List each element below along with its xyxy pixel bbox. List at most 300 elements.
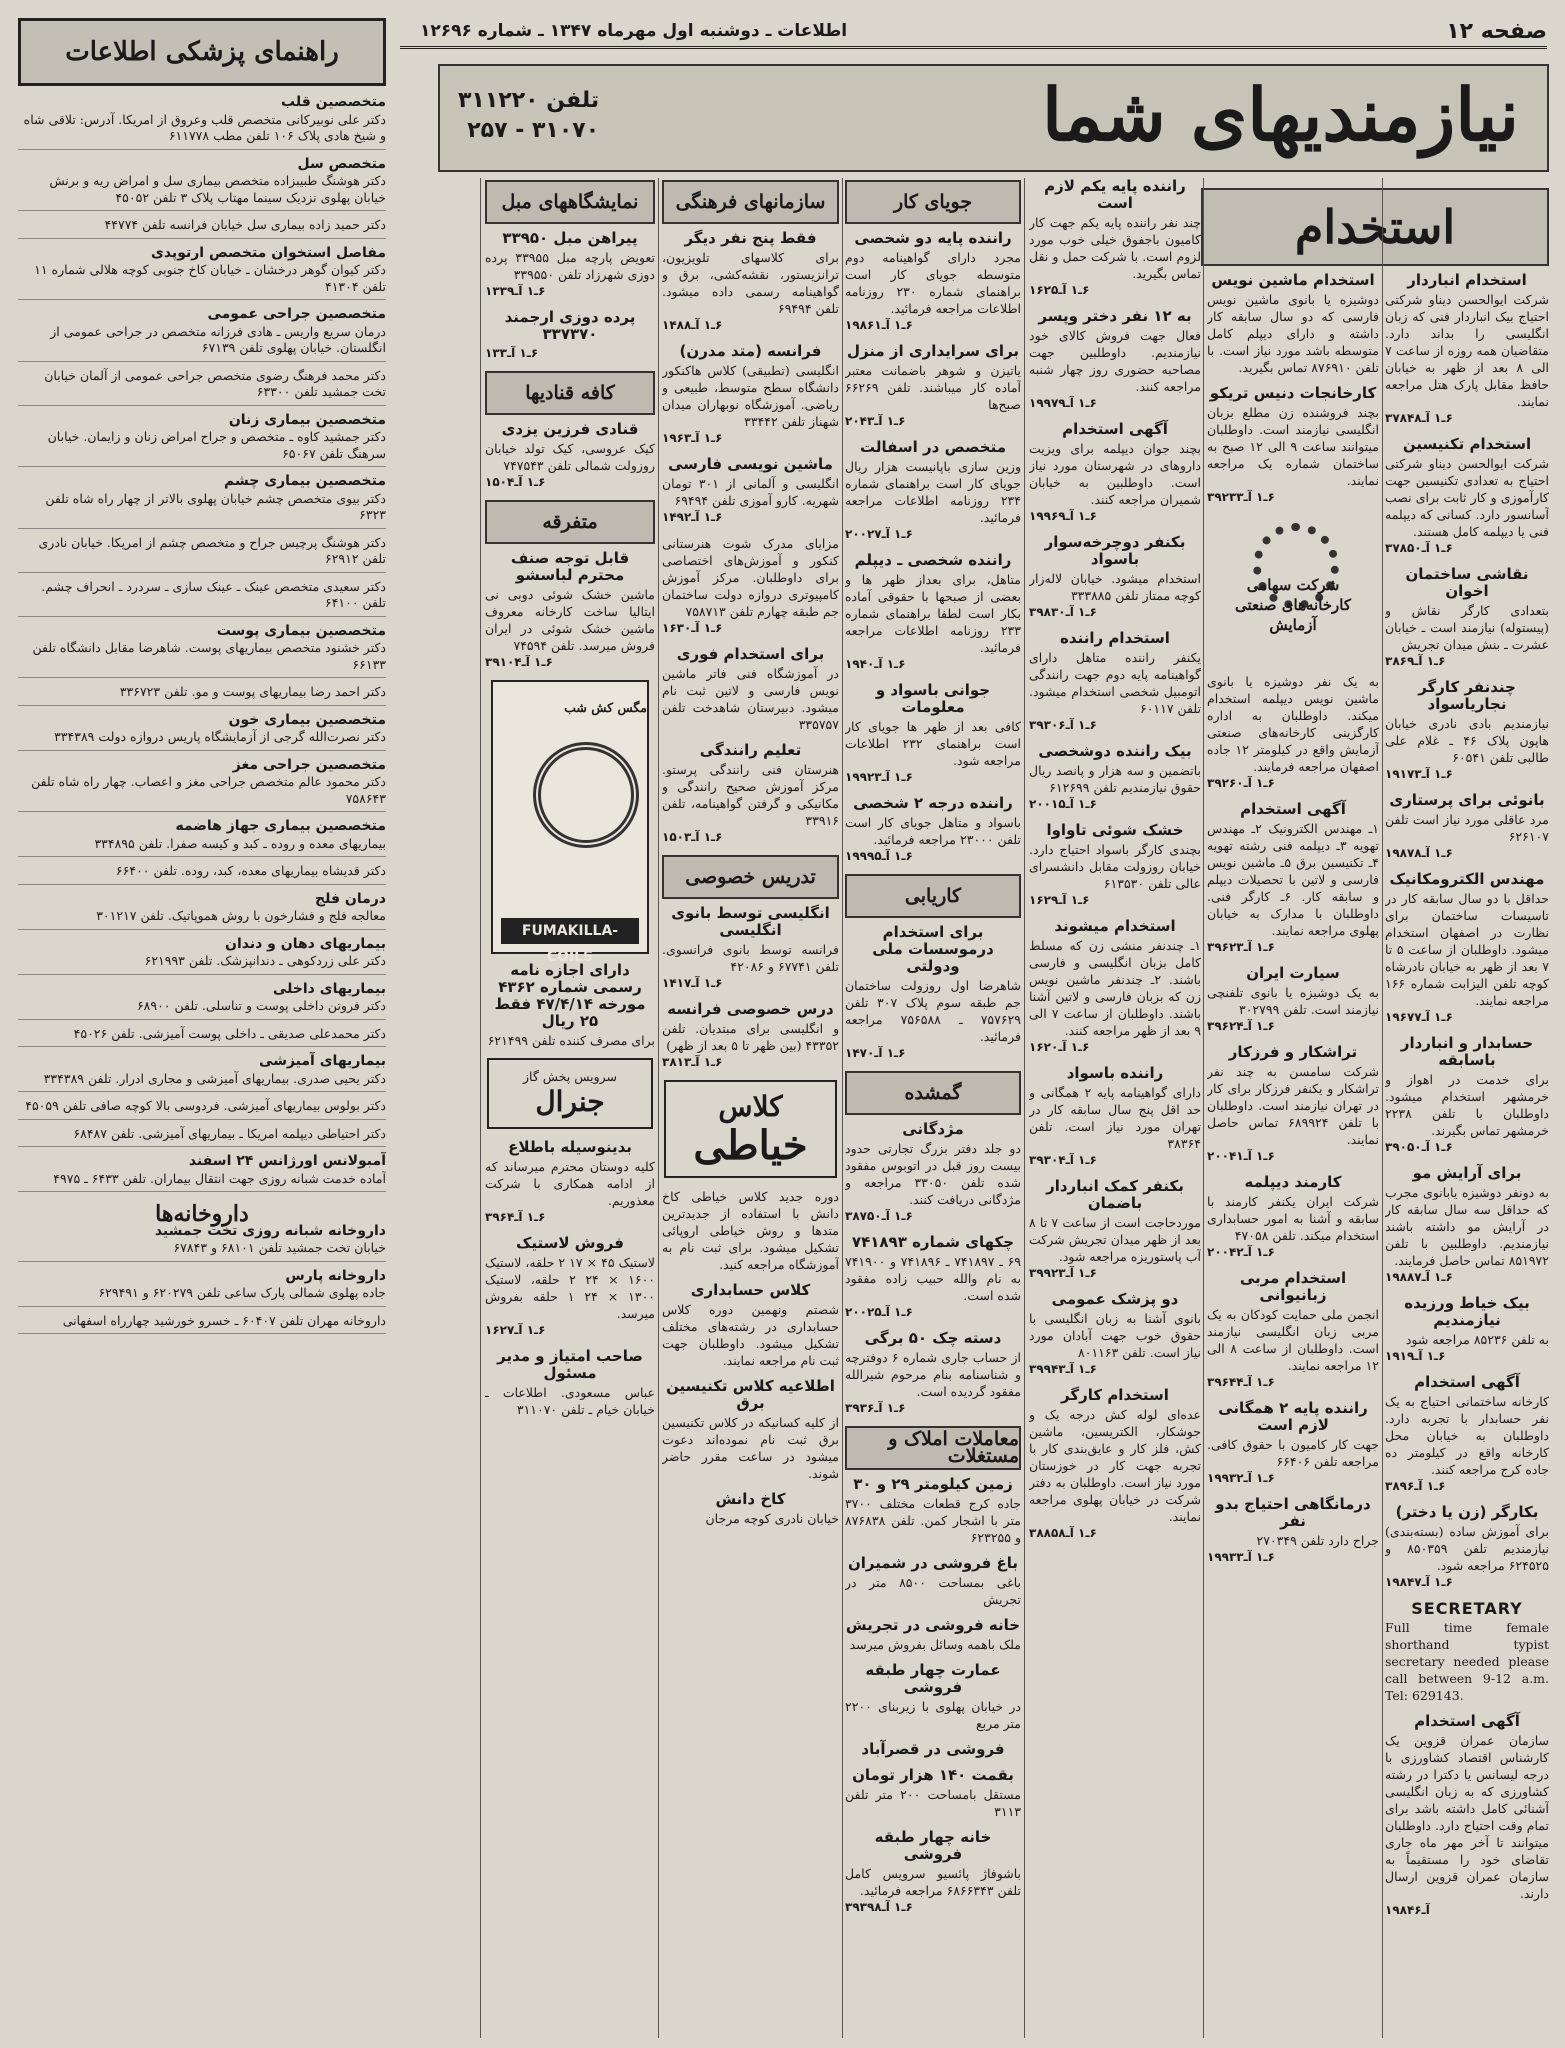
specialty-title: بیماریهای داخلی xyxy=(272,980,386,997)
ad-text: دوشیزه یا بانوی ماشین نویس فارسی که دو سال سابقه کار داشته و دارای دیپلم کامل متوسطه باشد مورد نیاز است. با تلفن ۸۷۶۹۱۰ تماس بگیرید. xyxy=(1207,292,1379,375)
ad-code: آـ۱۹۸۴۶ xyxy=(1385,1903,1430,1917)
classified-ad xyxy=(662,1491,839,1527)
classified-ad xyxy=(1385,1374,1549,1495)
ad-text: بچند فروشنده زن مطلع بزبان انگلیسی نیازمند است. داوطلبان میتوانند ساعت ۹ الی ۱۲ صبح به ساختمان شماره یک مراجعه نمایند. xyxy=(1207,405,1379,488)
ad-title: راننده پایه دو شخصی xyxy=(854,229,1012,247)
classified-ad xyxy=(1207,673,1379,792)
doctor-info: دکتر هوشنگ پرچیس جراح و متخصص چشم از امریکا. خیابان نادری تلفن ۶۲۹۱۲ xyxy=(38,534,386,566)
ad-text: جاده کرج قطعات مختلف ۳۷۰۰ متر با اشجار کمن. تلفن ۸۷۶۸۳۸ و ۶۲۳۲۵۵ xyxy=(845,1496,1021,1545)
ad-title: تراشکار و فرزکار xyxy=(1228,1043,1358,1061)
sewing-class-ad xyxy=(664,1080,837,1178)
page-header xyxy=(400,16,1547,49)
brand-name: FUMAKILLA-COILS xyxy=(501,918,639,944)
ad-text: شاهرضا اول روزولت ساختمان جم طبقه سوم پلاک ۳۰۷ تلفن ۷۵۷۶۲۹ ـ ۷۵۶۵۸۸ مراجعه فرمائید. xyxy=(845,978,1021,1044)
ad-code: ۶ـ۱ آـ۳۹۳۰۶ xyxy=(1029,718,1097,732)
doctor-listing xyxy=(18,891,386,930)
ad-title: فرانسه (متد مدرن) xyxy=(679,342,822,360)
classified-ad xyxy=(1029,743,1201,813)
ad-code: ۶ـ۱ آـ۳۹۹۴۳ xyxy=(1029,1362,1097,1376)
ad-text: در آموزشگاه فنی فاتر ماشین نویس فارسی و لاتین ثبت نام میشود. دبیرستان شاهدخت تلفن ۳۳۵۷۵۷ xyxy=(662,666,839,732)
ad-code: ۶ـ۱ آـ۲۰۰۱۵ xyxy=(1029,797,1097,811)
doctor-listing xyxy=(18,94,386,150)
classified-ad xyxy=(1385,871,1549,1026)
classified-ad xyxy=(1029,822,1201,909)
classified-ad xyxy=(485,1139,655,1226)
classified-ad xyxy=(845,1767,1021,1820)
ad-code: ۶ـ۱ آـ۱۹۶۷۷ xyxy=(1385,1010,1453,1024)
doctor-info: دکتر جمشید کاوه ـ متخصص و جراح امراض زنان و زایمان. خیابان سرهنگ تلفن ۶۵۰۶۷ xyxy=(47,429,386,461)
doctor-listing xyxy=(18,818,386,857)
specialty-title: بیماریهای دهان و دندان xyxy=(225,935,386,952)
classified-ad xyxy=(1385,1713,1549,1919)
doctor-info: دکتر خشنود متخصص بیماریهای پوست. شاهرضا مقابل دانشگاه تلفن ۶۶۱۳۳ xyxy=(32,640,386,672)
doctor-info: دکتر محمد فرهنگ رضوی متخصص جراحی عمومی از آلمان خیابان تخت جمشید تلفن ۶۳۳۰۰ xyxy=(44,367,386,399)
ad-title: راننده پایه یکم لازم است xyxy=(1044,178,1186,212)
specialty-title: مفاصل استخوان متخصص ارتوپدی xyxy=(151,244,386,261)
ad-title: انگلیسی توسط بانوی انگلیسی xyxy=(671,904,830,939)
ad-title: عمارت چهار طبقه فروشی xyxy=(865,1661,1001,1696)
column-1 xyxy=(1385,272,1549,2038)
ad-code: ۶ـ۱ آـ۳۹۲۳۳ xyxy=(1207,490,1275,504)
section-header: تدریس خصوصی xyxy=(662,855,839,899)
ad-code: ۶ـ۱ آـ۳۷۸۴۸ xyxy=(1385,411,1453,425)
ad-text: ماشین خشک شوئی دوبی نی ایتالیا ساخت کارخانه معروف ماشین خشک شوئی در ایران فروش میرسد. تلفن ۷۴۵۹۴ xyxy=(485,587,655,653)
column-rule xyxy=(658,178,659,2038)
ad-title: مگس کش شب xyxy=(564,699,647,715)
ad-text: فرانسه توسط بانوی فرانسوی. تلفن ۶۷۷۴۱ و ۴۲۰۸۶ xyxy=(662,942,839,974)
doctor-listing xyxy=(18,1098,386,1120)
ad-text: انگلیسی (تطبیقی) کلاس هاکنکور دانشگاه سطح متوسط، طبیعی و ریاضی. آموزشگاه نوبهاران میدان شهناز تلفن ۳۳۴۴۲ xyxy=(662,363,839,429)
ad-text: دو جلد دفتر بزرگ تجارتی حدود بیست روز قبل در اتوبوس مفقود شده تلفن ۳۳۰۵۰ مراجعه و مژدگانی دریافت کنند. xyxy=(845,1141,1021,1207)
classified-ad xyxy=(662,230,839,334)
doctor-info: دکتر بولوس بیماریهای آمیزشی. فردوسی بالا کوچه صافی تلفن ۴۵۰۵۹ xyxy=(25,1098,386,1113)
ad-code: ۶ـ۱ آـ۱۹۹۶۹ xyxy=(1029,509,1097,523)
specialty-title: متخصص سل xyxy=(297,155,386,172)
doctor-listing xyxy=(18,623,386,679)
column-3 xyxy=(1029,178,1201,2038)
ad-title: بدینوسیله باطلاع xyxy=(508,1138,632,1156)
classified-ad xyxy=(1207,272,1379,376)
doctor-listing xyxy=(18,757,386,813)
doctor-listing xyxy=(18,579,386,617)
ad-code: ۶ـ۱ آـ۳۸۹۶ xyxy=(1385,1479,1446,1493)
ad-title: سیارت ایران xyxy=(1246,964,1340,982)
doctor-info: دکتر محمدعلی صدیقی ـ داخلی پوست آمیزشی. تلفن ۴۵۰۲۶ xyxy=(73,1025,386,1041)
ad-headline: کلاس xyxy=(718,1090,783,1123)
ad-text: یکنفر راننده متاهل دارای گواهینامه پایه دوم جهت رانندگی اتومبیل شخصی استخدام میشود. تلفن ۶۰۱۱۷ xyxy=(1029,650,1201,716)
classified-ad xyxy=(485,421,655,491)
ad-code: ۶ـ۱ آـ۳۹۰۵۰ xyxy=(1385,1140,1453,1154)
ad-title: باغ فروشی در شمیران xyxy=(847,1554,1019,1572)
classified-ad xyxy=(485,230,655,300)
ad-text: برای کلاسهای تلویزیون، ترانزیستور، نقشه‌کشی، برق و گواهینامه رسمی داده میشود. تلفن ۶۹۴۹۴ xyxy=(662,250,839,316)
pharmacy-name: داروخانه شبانه روزی تخت جمشید xyxy=(154,1222,386,1239)
ad-title: استخدام راننده xyxy=(1060,629,1170,647)
ad-text: دارای گواهینامه پایه ۲ همگانی و حد اقل پنج سال سابقه کار در تهران مورد نیاز است. تلفن ۳۸۳۶۴ xyxy=(1029,1085,1201,1151)
ad-title: بیک خیاط ورزیده نیازمندیم xyxy=(1404,1294,1530,1329)
ad-text: نیازمندیم بادی نادری خیابان هاپون پلاک ۴۶ ـ غلام علی طالبی تلفن ۶۰۵۴۱ xyxy=(1385,716,1549,765)
classified-ad xyxy=(845,343,1021,430)
ad-title: استخدام انباردار xyxy=(1407,272,1527,289)
classified-ad xyxy=(1385,679,1549,783)
ad-code: ۶ـ۱ آـ۳۹۶۴ xyxy=(485,1210,546,1224)
issue-info: اطلاعات ـ دوشنبه اول مهرماه ۱۳۴۷ ـ شماره ۱۲۶۹۶ xyxy=(420,21,848,41)
classified-ad xyxy=(662,905,839,992)
specialty-title: آمبولانس اورژانس ۲۴ اسفند xyxy=(188,1153,386,1169)
classified-ad xyxy=(1207,385,1379,506)
mosquito-coil-ad xyxy=(491,680,649,965)
classified-ad xyxy=(1385,792,1549,862)
ad-code: ۶ـ۱ آـ۱۴۷۰ xyxy=(845,1046,906,1060)
ad-text: دوره جدید کلاس خیاطی کاخ دانش با استفاده از جدیدترین متدها و روش خیاطی اروپائی تشکیل میشود. برای ثبت نام به آموزشگاه مراجعه کنید. xyxy=(662,1189,839,1272)
classified-ad xyxy=(662,535,839,637)
section-header: نمایشگاههای مبل xyxy=(485,180,655,224)
ad-text: و انگلیسی برای مبتدیان. تلفن ۴۳۳۵۲ (بین ظهر تا ۵ بعد از ظهر) xyxy=(662,1021,839,1053)
banner-phone-2: ۳۱۰۷۰ - ۲۵۷ xyxy=(467,118,600,143)
pharmacy-title: داروخانه‌ها xyxy=(155,1201,249,1227)
ad-code: ۶ـ۱ آـ۱۹۸۷۸ xyxy=(1385,846,1453,860)
ad-code: ۶ـ۱ آـ۱۶۲۰ xyxy=(1029,1040,1090,1054)
classified-ad xyxy=(845,1476,1021,1546)
ad-text: لاستیک ۴۵ × ۱۷ ۲ حلقه، لاستیک ۱۶۰۰ × ۲۴ ۲ حلقه، لاستیک ۱۳۰۰ × ۲۴ ۱ حلقه بفروش میرسد. xyxy=(485,1255,655,1321)
ad-code: ۶ـ۱ آـ۱۹۸۴۷ xyxy=(1385,1575,1453,1589)
ad-title: راننده باسواد xyxy=(1066,1064,1164,1082)
ad-code: ۶ـ۱ آـ۱۹۱۷۳ xyxy=(1385,767,1453,781)
ad-sub: سرویس پخش گاز xyxy=(522,1069,618,1084)
column-rule xyxy=(1203,178,1204,2038)
doctor-info: دکتر علی نوبیرکانی متخصص قلب وعروق از امریکا. آدرس: تلاقی شاه و شیخ هادی پلاک ۱۰۶ تلفن مطب ۶۱۱۷۷۸ xyxy=(23,111,386,143)
ad-text: انجمن ملی حمایت کودکان به یک مربی زبان انگلیسی نیازمند است. داوطلبان از ساعت ۸ الی ۱۲ مراجعه نمایند. xyxy=(1207,1307,1379,1373)
classified-ad xyxy=(1385,1504,1549,1591)
section-header: متفرقه xyxy=(485,500,655,544)
pharmacy-list xyxy=(18,1223,386,1335)
pharmacy-listing xyxy=(18,1223,386,1262)
ad-title: زمین کیلومتر ۲۹ و ۳۰ xyxy=(853,1475,1013,1493)
ad-code: ۶ـ۱ آـ۲۰۰۲۷ xyxy=(845,527,913,541)
section-header: گمشده xyxy=(845,1071,1021,1115)
ad-code: ۶ـ۱ آـ۱۹۹۳۲ xyxy=(1207,1471,1275,1485)
classified-ad xyxy=(1029,534,1201,621)
ad-title: بکنفر دوچرخه‌سوار باسواد xyxy=(1044,533,1186,568)
ad-text: کافی بعد از ظهر ها جویای کار است براهنمای ۲۳۲ اطلاعات مراجعه شود. xyxy=(845,719,1021,768)
ad-title: جوانی باسواد و معلومات xyxy=(875,681,991,716)
ad-text: جراح دارد تلفن ۲۷۰۳۴۹ xyxy=(1256,1533,1379,1548)
ad-title: نقاشی ساختمان اخوان xyxy=(1405,565,1529,600)
classified-ad xyxy=(1029,918,1201,1056)
column-rule xyxy=(480,178,481,2038)
ad-title: استخدام تکنیسین xyxy=(1402,435,1532,453)
ad-code: ۶ـ۱ آـ۳۸۸۵۸ xyxy=(1029,1526,1097,1540)
ad-title: ماشین نویسی فارسی xyxy=(668,455,833,473)
doctor-info: دکتر احمد رضا بیماریهای پوست و مو. تلفن ۳۳۶۷۲۳ xyxy=(119,684,386,699)
ad-title: کاخ دانش xyxy=(715,1490,786,1508)
general-gas-ad xyxy=(487,1058,653,1129)
doctor-listing xyxy=(18,217,386,239)
ad-text: هنرستان فنی رانندگی پرستو. مرکز آموزش صحیح رانندگی و مکانیکی و گرفتن گواهینامه، تلفن ۳۳۹۱۶ xyxy=(662,762,839,828)
banner-phones xyxy=(458,86,599,146)
ad-text: تعویض پارچه مبل ۳۳۹۵۵ پرده دوزی شهرزاد تلفن ۳۳۹۵۵۰ xyxy=(485,250,655,282)
ad-text: یاتیزن و شوهر باضمانت معتبر آماده کار میباشند. تلفن ۶۶۲۶۹ صبح‌ها xyxy=(845,363,1021,412)
ad-text: به تلفن ۸۵۲۳۶ مراجعه شود xyxy=(1405,1332,1549,1347)
ad-text: بچند جوان دیپلمه برای ویزیت داروهای در شهرستان مورد نیاز است. داوطلبین به خیابان شمیران مراجعه کنند. xyxy=(1029,441,1201,507)
ad-title: برای آرایش مو xyxy=(1412,1164,1522,1182)
ad-code: ۶ـ۱ آـ۲۰۰۴۲ xyxy=(1207,1245,1275,1259)
doctor-listing xyxy=(18,1053,386,1092)
ad-text: بچندی کارگر باسواد احتیاج دارد. خیابان روزولت مقابل دانشسرای عالی تلفن ۶۱۳۵۳۰ xyxy=(1029,842,1201,891)
classified-ad xyxy=(845,1741,1021,1758)
ad-text: ۱ـ چندنفر منشی زن که مسلط کامل بزبان انگلیسی و فارسی باشند. ۲ـ چندنفر ماشین نویس زن که بزبان فارسی و لاتین آشنا باشند. داوطلبان از ساعت ۷ الی ۹ بعد از ظهر مراجعه کنند. xyxy=(1029,938,1201,1038)
section-header: سازمانهای فرهنگی xyxy=(662,180,839,224)
ad-title: حسابدار و انباردار باسابقه xyxy=(1400,1034,1534,1069)
pharmacy-listing xyxy=(18,1313,386,1335)
classified-ad xyxy=(845,1662,1021,1732)
ad-title: فقط پنج نفر دیگر xyxy=(684,229,817,247)
doctor-listing xyxy=(18,412,386,468)
classified-ad xyxy=(485,962,655,1049)
classified-ad xyxy=(1207,1044,1379,1165)
pharmacy-info: خیابان تخت جمشید تلفن ۶۸۱۰۱ و ۶۷۸۴۳ xyxy=(173,1240,386,1255)
doctor-listing xyxy=(18,936,386,975)
column-4 xyxy=(845,178,1021,2038)
ad-text: مستقل بامساحت ۲۰۰ متر تلفن ۳۱۱۳ xyxy=(845,1787,1021,1819)
doctor-listing xyxy=(18,245,386,301)
section-estekhdam: استخدام xyxy=(1201,188,1549,266)
specialty-title: متخصصین جراحی عمومی xyxy=(207,306,386,322)
ad-text: بتعدادی کارگر نقاش و (پیستوله) نیازمند است ـ خیابان عشرت ـ بنش میدان تجریش xyxy=(1385,603,1549,652)
ad-code: ۶ـ۱ آـ۳۸۶۹ xyxy=(1385,654,1446,668)
ad-title: راننده درجه ۲ شخصی xyxy=(853,794,1013,812)
ad-code: ۶ـ۱ آـ۱۹۸۶۱ xyxy=(845,318,913,332)
section-header: کاریابی xyxy=(845,874,1021,918)
ad-title: راننده پایه ۲ همگانی لازم است xyxy=(1218,1399,1368,1434)
specialty-title: متخصصین قلب xyxy=(281,94,386,110)
ad-text: از حساب جاری شماره ۶ دوفترچه و شناسنامه بنام مرحوم شیرالله مفقود گردیده است. xyxy=(845,1350,1021,1399)
classified-ad xyxy=(845,795,1021,865)
doctor-info: بیماریهای معده و روده ـ کبد و کیسه صفرا. تلفن ۳۳۴۸۹۵ xyxy=(94,835,386,851)
ad-text: شرکت ایران یکنفر کارمند با سابقه و آشنا به امور حسابداری استخدام میکند. تلفن ۴۷۰۵۸ xyxy=(1207,1194,1379,1243)
banner-title: نیازمندیهای شما xyxy=(1041,72,1519,157)
doctor-listing xyxy=(18,1126,386,1148)
column-2 xyxy=(1207,272,1379,2038)
ad-title: بکنفر کمک انباردار باضمان xyxy=(1046,1177,1184,1212)
ad-title: استخدام ماشین نویس xyxy=(1211,272,1375,289)
ad-text: ملک باهمه وسائل بفروش میرسد xyxy=(849,1637,1021,1652)
ad-text: مجرد دارای گواهینامه دوم متوسطه جویای کار است براهنمای شماره ۲۳۰ روزنامه اطلاعات مراجعه فرمائید. xyxy=(845,250,1021,316)
ad-title: فروشی در قصرآباد xyxy=(861,1740,1005,1758)
classified-ad xyxy=(1207,1174,1379,1261)
specialty-title: متخصصین بیماری جهاز هاضمه xyxy=(175,818,386,834)
ad-code: ۶ـ۱ آـ۲۰۴۳ xyxy=(845,414,906,428)
ad-code: ۶ـ۱ آـ۱۶۲۷ xyxy=(485,1323,546,1337)
ad-title: پرده دوزی ارجمند ۳۳۷۳۷۰ xyxy=(504,308,636,343)
ad-text: به دونفر دوشیزه یابانوی مجرب که حداقل سه سال سابقه کار در آرایش مو داشته باشند نیازمندیم. داوطلبین با تلفن ۸۵۱۹۷۲ تماس حاصل فرمایند. xyxy=(1385,1185,1549,1268)
ad-text: حداقل با دو سال سابقه کار در تاسیسات ساختمان برای نظارت در اصفهان استخدام میشود. داوطلبان از ساعت ۵ تا ۷ بعد از ظهر به خیابان نادرشاه کوچه تلفن الیزابت شماره ۱۶۶ مراجعه نمایند. xyxy=(1385,891,1549,1008)
ad-text: وزین سازی باپانیست هزار ریال جویای کار است براهنمای شماره ۲۳۴ روزنامه اطلاعات مراجعه فرمائید. xyxy=(845,459,1021,525)
doctor-info: دکتر نصرت‌الله گرجی از آزمایشگاه پاریس دروازه دولت ۳۳۴۳۸۹ xyxy=(54,729,386,744)
ad-text: عباس مسعودی. اطلاعات ـ خیابان خیام ـ تلفن ۳۱۱۰۷۰ xyxy=(485,1385,655,1417)
classified-ad xyxy=(662,646,839,733)
specialty-title: متخصصین بیماری چشم xyxy=(224,473,386,489)
ad-code: ۶ـ۱ آـ۱۵۰۳ xyxy=(662,830,723,844)
classified-ad xyxy=(662,456,839,526)
classified-ad xyxy=(1385,436,1549,557)
ad-text: جهت کار کامیون با حقوق کافی. مراجعه تلفن ۶۶۴۰۶ xyxy=(1207,1437,1379,1469)
ad-title: آگهی استخدام xyxy=(1240,800,1346,818)
column-rule xyxy=(1382,178,1383,2038)
classified-ad xyxy=(845,682,1021,786)
ad-text: عده‌ای لوله کش درجه یک و جوشکار، الکتریسین، ماشین کش، فلز کار و عایق‌بندی کار با تجربه جهت کار در خوزستان مورد نیاز است. داوطلبان به دفتر شرکت در خیابان پهلوی مراجعه نمایند. xyxy=(1029,1407,1201,1524)
ad-text: انگلیسی و آلمانی از ۳۰۱ تومان شهریه. کارو آموزی تلفن ۶۹۴۹۴ xyxy=(662,476,839,508)
classified-ad xyxy=(485,550,655,671)
ad-text: چند نفر راننده پایه یکم جهت کار کامیون باجفوق خیلی خوب مورد لزوم است. با شرکت حمل و نقل تماس بگیرید. xyxy=(1029,215,1201,281)
classified-ad xyxy=(1029,1387,1201,1542)
doctor-info: دکتر حمید زاده بیماری سل خیابان فرانسه تلفن ۴۴۷۷۴ xyxy=(104,217,386,232)
ad-title: بیک راننده دوشخصی xyxy=(1038,742,1192,760)
ad-code: ۶ـ۱ آـ۱۳۳۹ xyxy=(485,284,546,298)
ad-title: آگهی استخدام xyxy=(1414,1373,1520,1391)
ad-text: برای مصرف کننده تلفن ۶۲۱۴۹۹ xyxy=(487,1033,655,1048)
ad-title: استخدام کارگر xyxy=(1061,1386,1169,1404)
classified-ad xyxy=(1029,630,1201,734)
column-rule xyxy=(842,178,843,2038)
classified-ad xyxy=(662,1378,839,1482)
ad-text: خیابان نادری کوچه مرجان xyxy=(705,1511,839,1526)
ad-title: قنادی فرزین یزدی xyxy=(501,420,639,438)
ad-title: دسته چک ۵۰ برگی xyxy=(864,1329,1002,1347)
ad-title: کارخانجات دنیس تریکو xyxy=(1209,384,1377,402)
classified-ad xyxy=(1385,272,1549,427)
ad-code: ۶ـ۱ آـ۱۶۲۵ xyxy=(1029,283,1090,297)
classified-ad xyxy=(1029,308,1201,412)
doctor-info: دکتر احتیاطی دیپلمه امریکا ـ بیماریهای آمیزشی. تلفن ۶۸۴۸۷ xyxy=(73,1125,386,1141)
ad-text: باغی بمساحت ۸۵۰۰ متر در تجریش xyxy=(845,1575,1021,1607)
specialty-title: بیماریهای آمیزشی xyxy=(259,1053,386,1069)
ad-code: ۶ـ۱ آـ۱۹۹۲۳ xyxy=(845,770,913,784)
doctor-listing xyxy=(18,981,386,1020)
ad-text: شرکت ایوالحسن دیناو شرکتی احتیاج بیک انباردار فنی که زبان انگلیسی را بداند دارد. متقاضیان همه روزه از ساعت ۷ الی ۸ بعد از ظهر به خیابان حافظ مقابل پارک هتل مراجعه نمایند. xyxy=(1385,292,1549,409)
doctor-info: دکتر کیوان گوهر درخشان ـ خیابان کاخ جنوبی کوچه هلالی شماره ۱۱ تلفن ۴۱۳۰۴ xyxy=(34,262,386,294)
classified-ad xyxy=(1029,1065,1201,1169)
ad-code: ۶ـ۱ آـ۳۹۶۴۴ xyxy=(1207,1375,1275,1389)
secretary-ad xyxy=(1385,1600,1549,1704)
ad-text: کارخانه ساختمانی احتیاج به یک نفر حسابدار با تجربه دارد. داوطلبان به خیابان محل کارخانه واقع در کیلومتر ده جاده کرج مراجعه کنند. xyxy=(1385,1394,1549,1477)
classified-ad xyxy=(1207,801,1379,956)
ad-title: درس خصوصی فرانسه xyxy=(667,1000,834,1018)
column-5 xyxy=(662,178,839,2038)
classified-ad xyxy=(662,343,839,447)
ad-text: مزایای مدرک شوت هنرستانی کنکور و آموزش‌های اختصاصی برای داوطلبان. مرکز آموزش کامپیوتری دروازه دولت ساختمان جم طبقه چهارم تلفن ۷۵۸۷۱۳ xyxy=(662,536,839,619)
ad-text: از کلیه کسانیکه در کلاس تکنیسین برق ثبت نام نموده‌اند دعوت میشود در ساعت مقرر حاضر شوند. xyxy=(662,1415,839,1481)
ad-code: ۶ـ۱ آـ۱۹۴۰ xyxy=(845,657,906,671)
ad-title: قابل توجه صنف محترم لباسشو xyxy=(510,549,630,584)
company-logo-ad xyxy=(1217,515,1369,665)
ad-text: باسواد و متاهل جویای کار است تلفن ۲۳۰۰۰ مراجعه فرمائید. xyxy=(845,815,1021,847)
doctor-info: دکتر یحیی صدری. بیماریهای آمیزشی و مجاری ادرار. تلفن ۳۳۴۳۸۹ xyxy=(43,1070,386,1086)
ad-title: بانوئی برای پرستاری xyxy=(1389,791,1545,809)
medical-guide-sidebar xyxy=(18,18,386,2038)
ad-text: بانوی آشنا به زبان انگلیسی با حقوق خوب جهت آبادان مورد نیاز است. تلفن ۸۰۱۱۶۳ xyxy=(1029,1311,1201,1360)
doctor-listing xyxy=(18,1153,386,1192)
classified-ad xyxy=(845,1330,1021,1417)
classified-ad xyxy=(1207,1496,1379,1566)
doctor-listing xyxy=(18,1026,386,1048)
ad-code: ۶ـ۱ آـ۲۰۰۲۵ xyxy=(845,1305,913,1319)
ad-code: ۶ـ۱ آـ۱۴۹۲ xyxy=(662,510,723,524)
ad-code: ۶ـ۱ آـ۱۹۹۹۵ xyxy=(845,849,913,863)
classified-ad xyxy=(662,742,839,846)
doctor-info: دکتر محمود عالم متخصص جراحی مغز و اعصاب. چهار راه شاه تلفن ۷۵۸۶۴۳ xyxy=(31,774,386,806)
classified-ad xyxy=(845,1617,1021,1653)
banner-phone-1: تلفن ۳۱۱۲۲۰ xyxy=(458,88,600,113)
pharmacy-info: داروخانه مهران تلفن ۶۰۴۰۷ ـ خسرو خورشید چهارراه اسفهانی xyxy=(62,1312,386,1328)
ad-text: به یک نفر دوشیزه یا بانوی ماشین نویس دیپلمه استخدام میکند. داوطلبان به اداره کارگزینی کارخانه‌های صنعتی آزمایش واقع در کیلومتر ۱۲ جاده اصفهان مراجعه فرمایند. xyxy=(1207,674,1379,774)
ad-code: ۶ـ۱ آـ۱۹۸۸۷ xyxy=(1385,1270,1453,1284)
pharmacy-listing xyxy=(18,1268,386,1307)
classified-ad xyxy=(1029,1291,1201,1378)
ad-text: فعال جهت فروش کالای خود نیازمندیم. داوطلبین جهت مصاحبه حضوری روز چهار شنبه مراجعه کنند. xyxy=(1029,328,1201,394)
ad-title: آگهی استخدام xyxy=(1414,1712,1520,1730)
ad-code: ۶ـ۱ آـ۳۹۲۶۰ xyxy=(1207,776,1275,790)
ad-code: ۶ـ۱ آـ۱۹۹۷۹ xyxy=(1029,396,1097,410)
doctor-info: دکتر سعیدی متخصص عینک ـ عینک سازی ـ سردرد ـ انحراف چشم. تلفن ۶۴۱۰۰ xyxy=(41,578,386,610)
ad-text: کلیه دوستان محترم میرساند که از ادامه همکاری با شرکت معذوریم. xyxy=(485,1159,655,1208)
ad-code: ۶ـ۱ آـ۳۹۳۰۴ xyxy=(1029,1153,1097,1167)
ad-text: Full time female shorthand typist secretary needed please call between 9-12 a.m. Tel: 629143. xyxy=(1385,1620,1549,1703)
ad-title: راننده شخصی ـ دیپلم xyxy=(854,551,1012,569)
doctor-info: دکتر هوشنگ طبیبزاده متخصص بیماری سل و امراض ریه و برنش خیابان پهلوی نزدیک سینما مهتاب پلاک ۳ تلفن ۴۵۰۵۲ xyxy=(49,173,386,205)
ad-title: دو پزشک عمومی xyxy=(1051,1290,1179,1308)
ad-title: کلاس حسابداری xyxy=(690,1281,811,1299)
ad-text: شرکت ایوالحسن دیناو شرکتی احتیاج به تعدادی تکنیسین جهت کارآموزی و کار ثابت برای نصب آسانسور دارد. کسانی که دیپلمه فنی یا دیپلمه کامل هستند. xyxy=(1385,456,1549,539)
ad-code: ۶ـ۱ آـ۱۵۰۴ xyxy=(485,475,546,489)
doctor-info: درمان سریع واریس ـ هادی فرزانه متخصص در جراحی عمومی از انگلستان. خیابان پهلوی تلفن ۶۷۱۳۹ xyxy=(50,323,386,355)
doctor-listing xyxy=(18,368,386,406)
ad-title: پیراهن مبل ۳۳۹۵۰ xyxy=(502,229,638,247)
classified-ad xyxy=(1029,178,1201,299)
classified-ad xyxy=(485,1348,655,1418)
classified-ad xyxy=(845,439,1021,543)
classified-ad xyxy=(845,230,1021,334)
ad-code: ۶ـ۱ آـ۱۹۱۹ xyxy=(1385,1349,1446,1363)
ad-title: متخصص در اسفالت xyxy=(859,438,1007,456)
ad-code: ۶ـ۱ آـ۳۹۱۰۴ xyxy=(485,655,553,669)
ad-code: ۶ـ۱ آـ۳۷۸۵۰ xyxy=(1385,541,1453,555)
ad-text: مرد عاقلی مورد نیاز است تلفن ۶۲۶۱۰۷ xyxy=(1385,812,1549,844)
ad-title: استخدام میشوند xyxy=(1054,917,1176,935)
ad-title: برای سرایداری از منزل xyxy=(846,342,1020,360)
doctor-info: دکتر علی زردکوهی ـ دندانپزشک. تلفن ۶۲۱۹۹۳ xyxy=(144,953,386,968)
ad-text: سازمان عمران قزوین یک کارشناس اقتصاد کشاورزی با درجه لیسانس یا دکترا در رشته کشاورزی که به زبان انگلیسی آشنائی کامل داشته باشد برای تمام وقت احتیاج دارد. داوطلبان میتوانند تا آخر مهر ماه جاری تقاضای خود را مستقیماً به سازمان عمران قزوین ارسال دارند. xyxy=(1385,1733,1549,1901)
ad-code: ۶ـ۱ آـ۲۰۰۴۱ xyxy=(1207,1149,1275,1163)
doctor-listing xyxy=(18,156,386,212)
doctor-listing xyxy=(18,473,386,529)
specialty-title: درمان فلج xyxy=(315,890,386,907)
ad-title: به ۱۲ نفر دختر وپسر xyxy=(1038,307,1192,325)
sidebar-title: راهنمای پزشکی اطلاعات xyxy=(18,18,386,86)
doctor-info: معالجه فلج و فشارخون با روش هموپاتیک. تلفن ۳۰۱۲۱۷ xyxy=(96,908,386,923)
ad-code: ۶ـ۱ آـ۳۸۱۳ xyxy=(662,1055,723,1069)
ad-title: بکارگر (زن یا دختر) xyxy=(1395,1503,1539,1521)
ad-title: دارای اجازه نامه رسمی شماره ۴۳۶۲ مورخه ۴۷/۴/۱۴ فقط ۲۵ ریال xyxy=(494,961,646,1030)
classified-ad xyxy=(845,1121,1021,1225)
pharmacy-info: جاده پهلوی شمالی پارک ساعی تلفن ۶۲۰۲۷۹ و ۶۲۹۴۹۱ xyxy=(98,1285,386,1300)
ad-text: باشوفاژ پائسیو سرویس کامل تلفن ۶۸۶۶۳۴۳ مراجعه فرمائید. xyxy=(845,1866,1021,1898)
ad-code: ۶ـ۱ آـ۳۹۸۳۰ xyxy=(1029,605,1097,619)
specialty-title: متخصصین جراحی مغز xyxy=(232,756,386,773)
ad-text: برای خدمت در اهواز و خرمشهر استخدام میشود. داوطلبان با تلفن ۲۲۳۸ خرمشهر تماس بگیرند. xyxy=(1385,1072,1549,1138)
ad-text: برای آموزش ساده (بسته‌بندی) نیازمندیم تلفن ۸۵۰۳۵۹ و ۶۲۴۵۲۵ مراجعه شود. xyxy=(1385,1524,1549,1573)
ad-code: ۶ـ۱ آـ۱۹۹۳۳ xyxy=(1207,1550,1275,1564)
